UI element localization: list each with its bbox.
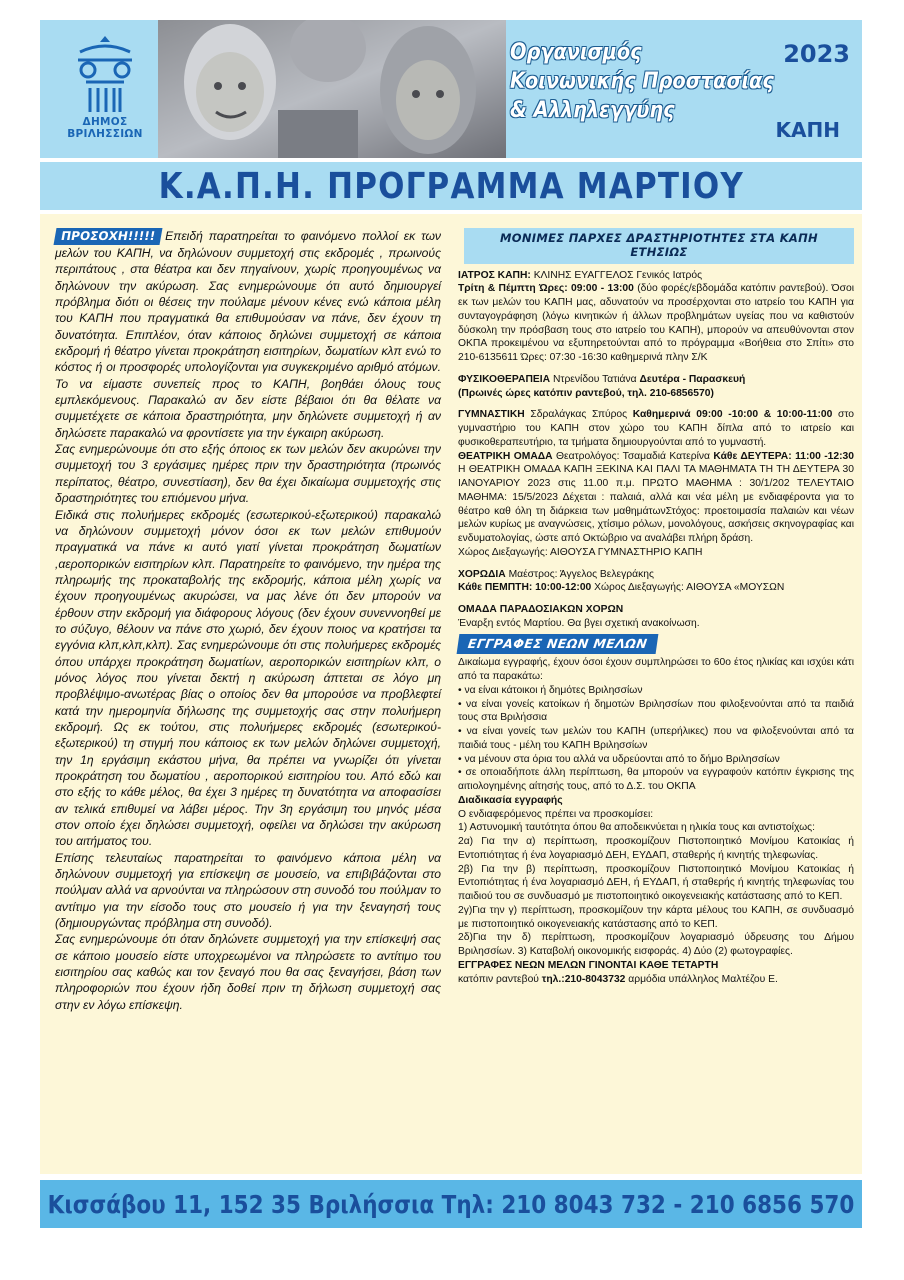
- organization-name: [510, 38, 774, 125]
- footer-contact-bar: [40, 1180, 862, 1228]
- header-photo: [158, 20, 506, 158]
- notice-p3: Ειδικά στις πολυήμερες εκδρομές (εσωτερικού-εξωτερικού) παρακαλώ να δηλώνουν συμμετοχή μόνον όσοι εκ των μελών επιθυμούν πραγματικά να πάνε κι αυτό γιατί γίνεται προκράτηση δωματίων ,αεροπορικών εισιτηρίων κλπ. Παρατηρείτε το φαινόμενο, την ημέρα της πληρωμής της προκαταβολής της εκδρομής, κάποια μέλη χωρίς να έχουν προηγουμένως ακυρώσει, να μας λένε ότι δεν μπορούν να έρθουν στην εκδρομή για διάφορους λόγους (δεν έχουν συνεννοηθεί με το σύζυγο, θέλουν να πάνε στο χωριό, δεν έχουν ποιος να κρατήσει τα εγγόνια κλπ,κλπ,κλπ). Σας ενημερώνουμε ότι στις πολυήμερες εκδρομές όπου υπάρχει προκράτηση δωματίων, αεροπορικών εισιτηρίων κλπ, ο μόνος λόγος που γίνεται δεκτή η ακύρωση άπτεται σε λόγο μη προβλέψιμο-ανωτέρας βίας ο οποίος δεν θα μπορούσε να προβλεφτεί κατά την ημερομηνία δήλωσης της συμμετοχής σας στην πολυήμερη εκδρομή. Ως εκ τούτου, στις πολυήμερες εκδρομές (εσωτερικού-εξωτερικού) τη στιγμή που κάποιος εκ των μελών δηλώνει συμμετοχή, την 1η εργάσιμη εκάστου μήνα, θα πρέπει να γνωρίζει ότι γίνεται προκράτηση του δωματίου , αεροπορικού εισιτηρίου του. Από εδώ και στο εξής το κάθε μέλος, θα έχει 3 ημέρες τη δυνατότητα να αποφασίσει αν τελικά επιθυμεί να λάβει μέρος. Την 3η εργάσιμη του μηνός μέσα στον οποίο έχει δηλώσει συμμετοχή, οφείλει να δηλώσει την ακύρωση του αιτήματος του.: [55, 507, 441, 849]
- activities-text: [458, 228, 854, 986]
- procedure-step-1: 1) Αστυνομική ταυτότητα όπου θα αποδεικνύεται η ηλικία τους και αντιστοίχως:: [458, 822, 815, 834]
- logo-text-dimos: ΔΗΜΟΣ: [82, 116, 128, 128]
- notice-p2: Σας ενημερώνουμε ότι στο εξής όποιος εκ των μελών δεν ακυρώνει την συμμετοχή του 3 εργάσιμες ημέρες πριν την δραστηριότητα (πρωινός περίπατος, θέατρο, συνεστίαση), δεν θα έχει δικαίωμα συμμετοχής στις δραστηριότητες του επιόμενου μήνα.: [55, 442, 441, 506]
- registration-day: ΕΓΓΡΑΦΕΣ ΝΕΩΝ ΜΕΛΩΝ ΓΙΝΟΝΤΑΙ ΚΑΘΕ ΤΕΤΑΡΤΗ: [458, 959, 719, 971]
- physio-line: ΦΥΣΙΚΟΘΕΡΑΠΕΙΑ Ντρενίδου Τατιάνα Δευτέρα - Παρασκευή: [458, 373, 746, 385]
- attention-badge: ΠΡΟΣΟΧΗ!!!!!: [54, 228, 163, 245]
- procedure-step-2b: 2β) Για την β) περίπτωση, προσκομίζουν Πιστοποιητικό Μονίμου Κατοικίας ή Εντοπιότητας ή ένα λογαριασμό ΔΕΗ, ή ΕΥΔΑΠ, ή σταθερής ή κινητής τηλεφωνίας του παιδιού του σε συνδυασμό με πιστοποιητικό οικογενειακής κατάστασης από το ΚΕΠ.: [458, 863, 854, 902]
- gym-line: ΓΥΜΝΑΣΤΙΚΗ Σδραλάγκας Σπύρος Καθημερινά 09:00 -10:00 & 10:00-11:00 στο γυμναστήριο του ΚΑΠΗ στον χώρο του ΚΑΠΗ δίπλα από το ιατρείο και φυσικοθεραπευτήριο, τα τμήματα δημιουργούνται από το γυμναστή.: [458, 409, 854, 448]
- permanent-activities-heading: ΜΟΝΙΜΕΣ ΠΑΡΧΕΣ ΔΡΑΣΤΗΡΙΟΤΗΤΕΣ ΣΤΑ ΚΑΠΗ ΕΤΗΣΙΩΣ: [464, 228, 854, 264]
- org-line-2: Κοινωνικής Προστασίας: [510, 69, 774, 94]
- theatre-line: ΘΕΑΤΡΙΚΗ ΟΜΑΔΑ Θεατρολόγος: Τσαμαδιά Κατερίνα Κάθε ΔΕΥΤΕΡΑ: 11:00 -12:30 Η ΘΕΑΤΡΙΚΗ ΟΜΑΔΑ ΚΑΠΗ ΞΕΚΙΝΑ ΚΑΙ ΠΑΛΙ ΤΑ ΜΑΘΗΜΑΤΑ ΤΗ ΤΗ ΔΕΥΤΕΡΑ 30 ΙΑΝΟΥΑΡΙΟΥ 2023 στις 11.00 π.μ. ΠΡΩΤΟ ΜΑΘΗΜΑ : 30/1/202 ΤΕΛΕΥΤΑΙΟ ΜΑΘΗΜΑ: 15/5/2023 Δέχεται : παλαιά, αλλά και νέα μέλη με ενδιαφέροντα για το θέατρο καθ όλη τη διάρκεια των μαθημάτωνΣτόχος: προετοιμασία παλαιών και νέων μελών κυρίως με αναγνώσεις, χτίσιμο ρόλων, μονολόγους, ασκήσεις σκηνογραφίας και ενδυματολογίας, ώστε από Οκτώβριο να αναλάβει πλήρη δράση.: [458, 450, 855, 544]
- registration-bullet-4: • να μένουν στα όρια του αλλά να υδρεύονται από το δήμο Βριλησσίων: [458, 753, 780, 765]
- footer-address: Κισσάβου 11, 152 35 Βριλήσσια Τηλ: 210 8043 732 - 210 6856 570: [47, 1189, 855, 1219]
- notice-text: [55, 228, 441, 1013]
- page: [40, 20, 862, 1228]
- page-title: Κ.Α.Π.Η. ΠΡΟΓΡΑΜΜΑ ΜΑΡΤΙΟΥ: [158, 165, 744, 207]
- registration-bullet-1: • να είναι κάτοικοι ή δημότες Βριλησσίων: [458, 684, 643, 696]
- procedure-intro: Ο ενδιαφερόμενος πρέπει να προσκομίσει:: [458, 808, 654, 820]
- notice-paragraph-1: [55, 228, 441, 441]
- procedure-title: Διαδικασία εγγραφής: [458, 794, 563, 806]
- registration-intro: Δικαίωμα εγγραφής, έχουν όσοι έχουν συμπληρώσει το 60ο έτος ηλικίας και ισχύει κάτι από τα παρακάτω:: [458, 657, 854, 682]
- notice-column: [40, 214, 454, 1174]
- registration-bullet-5: • σε οποιαδήποτε άλλη περίπτωση, θα μπορούν να εγγραφούν κατόπιν έγκρισης της αιτιολογημένης αίτησής τους, από το Δ.Σ. του ΟΚΠΑ: [458, 767, 854, 792]
- notice-p4: Επίσης τελευταίως παρατηρείται το φαινόμενο κάποια μέλη να δηλώνουν συμμετοχή για επίσκεψη σε μουσείο, να επιβιβάζονται στο πούλμαν αλλά να αρνούνται να πληρώσουν στη συνοδό του πούλμαν το αντίτιμο για την είσοδο τους στο μουσείο ή για την ξεναγησή τους (δημιουργώντας πρόβλημα στη συνοδό).: [55, 850, 441, 931]
- title-bar: [40, 162, 862, 210]
- org-line-3: & Αλληλεγγύης: [510, 98, 675, 123]
- notice-p1: Επειδή παρατηρείται το φαινόμενο πολλοί εκ των μελών του ΚΑΠΗ, να δηλώνουν συμμετοχή στις εκδρομές , πρωινούς περιπάτους , στα θέατρα και δεν πηγαίνουν, χωρίς προηγουμένως να δηλώνουν την ακύρωση. Σας ενημερώνουμε ότι αυτό δημιουργεί πρόβλημα διότι οι θέσεις την πούλαμε μένουν κένες ενώ κάποια μέλη του ΚΑΠΗ που πραγματικά θα επιθυμούσαν να πάνε, δεν έχουν τη δυνατότητα. Επιπλέον, όταν κάποιος δηλώνει συμμετοχή σε κάποια εκδρομή ή θέατρο γίνεται προκράτηση εισιτηρίων, δωματίων κλπ ενώ το κόστος ή οι προσφορές υπολογίζονται για συγκεκριμένο αριθμό ατόμων. Το να είμαστε συνεπείς προς το ΚΑΠΗ, βοηθάει όλους τους εμπλεκόμενους. Παρακαλώ αν δεν είστε βέβαιοι ότι θα θέλατε να συμμετέχετε σε κάποια δραστηριότητα, μην δηλώνετε συμμετοχή ή αν δηλώσετε παρακαλώ να φροντίσετε για την έγκαιρη ακύρωση.: [55, 229, 441, 440]
- registration-bullet-3: • να είναι γονείς των μελών του ΚΑΠΗ (υπερήλικες) που να φιλοξενούνται από τα παιδιά τους - μέλη του ΚΑΠΗ Βριλησσίων: [458, 726, 854, 751]
- procedure-step-2d: 2δ)Για την δ) περίπτωση, προσκομίζουν λογαριασμό ύδρευσης του Δήμου Βριλησσίων. 3) Καταβολή οικονομικής εισφοράς. 4) Δύο (2) φωτογραφίες.: [458, 932, 854, 957]
- logo-text-vrilission: ΒΡΙΛΗΣΣΙΩΝ: [67, 128, 143, 140]
- physio-hours: (Πρωινές ώρες κατόπιν ραντεβού, τηλ. 210-6856570): [458, 387, 714, 399]
- municipality-logo: [60, 34, 150, 152]
- registration-bullet-2: • να είναι γονείς κατοίκων ή δημοτών Βριλησσίων που φιλοξενούνται από τα παιδιά τους στα Βριλήσσια: [458, 698, 854, 724]
- choir-hours: Κάθε ΠΕΜΠΤΗ: 10:00-12:00 Χώρος Διεξαγωγής: ΑΙΘΟΥΣΑ «ΜΟΥΣΩΝ: [458, 582, 785, 594]
- org-line-1: Οργανισμός: [510, 40, 642, 65]
- dance-group-title: ΟΜΑΔΑ ΠΑΡΑΔΟΣΙΑΚΩΝ ΧΟΡΩΝ: [458, 604, 624, 615]
- choir-line: ΧΟΡΩΔΙΑ Μαέστρος: Άγγελος Βελεγράκης: [458, 568, 654, 580]
- year-label: 2023: [783, 40, 850, 68]
- registration-contact: κατόπιν ραντεβού τηλ.:210-8043732 αρμόδια υπάλληλος Μαλτέζου Ε.: [458, 973, 778, 985]
- activities-column: [454, 214, 862, 1174]
- new-members-heading: ΕΓΓΡΑΦΕΣ ΝΕΩΝ ΜΕΛΩΝ: [457, 634, 659, 654]
- kapi-label: ΚΑΠΗ: [775, 118, 840, 142]
- procedure-step-2a: 2α) Για την α) περίπτωση, προσκομίζουν Πιστοποιητικό Μονίμου Κατοικίας ή Εντοπιότητας ή ένα λογαριασμό ΔΕΗ, ΕΥΔΑΠ, σταθερής ή κινητής τηλεφωνίας.: [458, 836, 854, 861]
- column-capital-logo-icon: [70, 34, 140, 116]
- dance-group-text: Έναρξη εντός Μαρτίου. Θα βγει σχετική ανακοίνωση.: [458, 617, 700, 629]
- header-banner: [40, 20, 862, 158]
- doctor-line: ΙΑΤΡΟΣ ΚΑΠΗ: ΚΛΙΝΗΣ ΕΥΑΓΓΕΛΟΣ Γενικός Ιατρός: [458, 269, 703, 281]
- theatre-place: Χώρος Διεξαγωγής: ΑΙΘΟΥΣΑ ΓΥΜΝΑΣΤΗΡΙΟ ΚΑΠΗ: [458, 546, 703, 558]
- procedure-step-2c: 2γ)Για την γ) περίπτωση, προσκομίζουν την κάρτα μέλους του ΚΑΠΗ, σε συνδυασμό με πιστοποιητικό οικογενειακής κατάστασης από το ΚΕΠ.: [458, 904, 854, 930]
- doctor-details: Τρίτη & Πέμπτη Ώρες: 09:00 - 13:00 (δύο φορές/εβδομάδα κατόπιν ραντεβού). Όσοι εκ των μελών του ΚΑΠΗ μας, αδυνατούν να προσέρχονται στο ιατρείο του ΚΑΠΗ για συνταγογράφηση (λόγω κινητικών ή άλλων προβλημάτων υγείας που να καθιστούν δύσκολη την πρόσβαση τους στο ιατρείο του ΚΑΠΗ), μπορούν να απευθύνονται στον ΟΚΠΑ προκειμένου να εξυπηρετούνται από το πρόγραμμα «Βοήθεια στο Σπίτι» στο 210-6135611 Ώρες: 07:30 -16:30 καθημερινά πλην Σ/Κ: [458, 283, 854, 363]
- notice-p5: Σας ενημερώνουμε ότι όταν δηλώνετε συμμετοχή για την επίσκεψή σας σε κάποιο μουσείο είστε υποχρεωμένοι να πληρώσετε το αντίτιμο του εισιτηρίου σας καθώς και τον ξεναγό που θα σας ξεναγήσει, βάση των πληροφοριών που έχουν ήδη δοθεί πριν τη δήλωση συμμετοχή σας στην εν λόγω επίσκεψη.: [55, 932, 441, 1012]
